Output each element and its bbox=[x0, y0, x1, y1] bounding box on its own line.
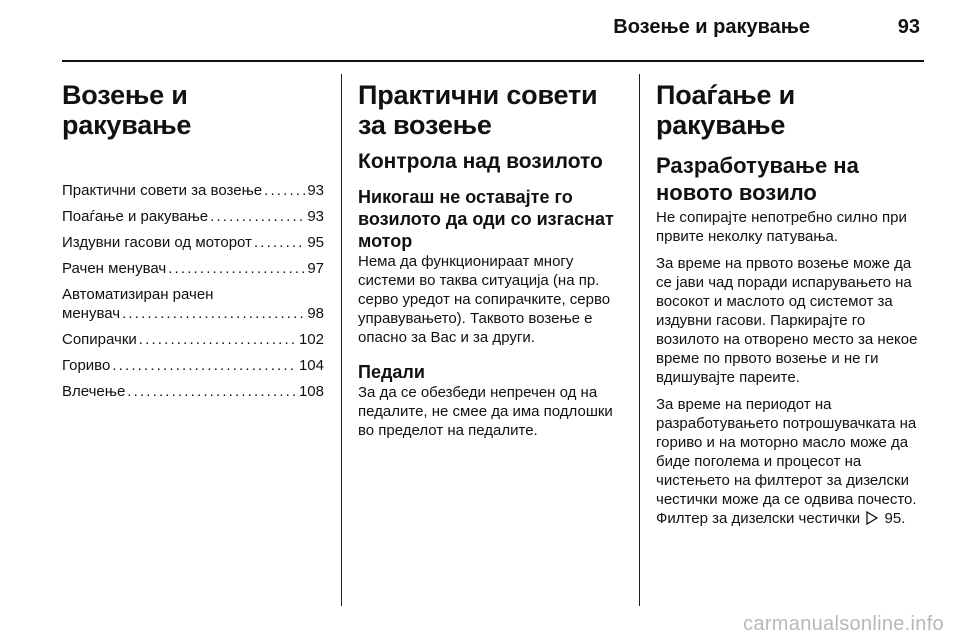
page-reference[interactable]: 95. bbox=[884, 510, 906, 527]
table-of-contents bbox=[62, 181, 324, 401]
toc-item[interactable] bbox=[62, 207, 324, 226]
watermark: carmanualsonline.info bbox=[743, 613, 944, 635]
column-divider-1 bbox=[341, 74, 342, 606]
toc-label: Поаѓање и ракување bbox=[62, 208, 209, 225]
toc-item[interactable] bbox=[62, 382, 324, 401]
paragraph-text: За време на периодот на разработувањето потрошувачката на гориво и на моторно масло може да биде поголема и процесот на чистењето на филтерот за дизелски честички може да се одвива почесто. Филтер за дизелски честички bbox=[656, 396, 917, 527]
toc-leader bbox=[254, 233, 305, 252]
section-subtitle: Контрола над возилото bbox=[358, 150, 603, 173]
section-title: Поаѓање и ракување bbox=[656, 80, 795, 140]
toc-item[interactable] bbox=[62, 285, 324, 323]
toc-item[interactable] bbox=[62, 330, 324, 349]
header-title: Возење и ракување bbox=[613, 16, 810, 38]
toc-leader bbox=[264, 181, 305, 200]
toc-item[interactable] bbox=[62, 259, 324, 278]
paragraph bbox=[656, 395, 926, 530]
toc-page: 108 bbox=[298, 383, 324, 400]
right-column bbox=[656, 72, 926, 530]
toc-page: 97 bbox=[307, 260, 324, 277]
arrow-reference-icon bbox=[866, 511, 878, 530]
column-divider-2 bbox=[639, 74, 640, 606]
toc-label: Сопирачки bbox=[62, 331, 137, 348]
toc-label-line1: Автоматизиран рачен bbox=[62, 286, 214, 303]
section-title: Практични совети за возење bbox=[358, 80, 598, 140]
paragraph: Не сопирајте непотребно силно при првите неколку патувања. bbox=[656, 209, 907, 245]
toc-item[interactable] bbox=[62, 356, 324, 375]
subsection-heading: Педали bbox=[358, 362, 425, 382]
toc-leader bbox=[210, 207, 305, 226]
header-rule bbox=[62, 60, 924, 62]
toc-page: 93 bbox=[307, 182, 324, 199]
toc-label: Издувни гасови од моторот bbox=[62, 234, 252, 251]
toc-label: Рачен менувач bbox=[62, 260, 167, 277]
toc-item[interactable] bbox=[62, 233, 324, 252]
toc-label: Влечење bbox=[62, 383, 126, 400]
toc-leader bbox=[139, 330, 297, 349]
toc-page: 93 bbox=[307, 208, 324, 225]
section-subtitle: Разработување на новото возило bbox=[656, 153, 859, 205]
toc-label: Гориво bbox=[62, 357, 111, 374]
subsection-body: Нема да функционираат многу системи во таква ситуација (на пр. серво уредот на сопирачките, серво управувањето). Таквото возење е опасно за Вас и за други. bbox=[358, 253, 611, 346]
toc-label: Практични совети за возење bbox=[62, 182, 263, 199]
paragraph: За време на првото возење може да се јави чад поради испарувањето на восокот и маслото од системот за издувни гасови. Паркирајте го возилото на отворено место за некое време по првото возење и не ги вдишувајте пареите. bbox=[656, 255, 918, 386]
left-column bbox=[62, 72, 324, 408]
toc-page: 102 bbox=[298, 331, 324, 348]
chapter-title: Возење и ракување bbox=[62, 80, 192, 140]
toc-leader bbox=[168, 259, 305, 278]
page-number: 93 bbox=[897, 16, 920, 38]
toc-item[interactable] bbox=[62, 181, 324, 200]
subsection-heading: Никогаш не оставајте го возилото да оди со изгаснат мотор bbox=[358, 187, 614, 251]
toc-leader bbox=[127, 382, 297, 401]
toc-page: 95 bbox=[307, 234, 324, 251]
toc-label: менувач bbox=[62, 305, 121, 322]
toc-page: 98 bbox=[307, 305, 324, 322]
middle-column bbox=[358, 72, 626, 440]
toc-leader bbox=[112, 356, 297, 375]
subsection-body: За да се обезбеди непречен од на педалите, не смее да има подлошки во пределот на педалите. bbox=[358, 384, 613, 439]
toc-leader bbox=[122, 304, 305, 323]
toc-page: 104 bbox=[298, 357, 324, 374]
